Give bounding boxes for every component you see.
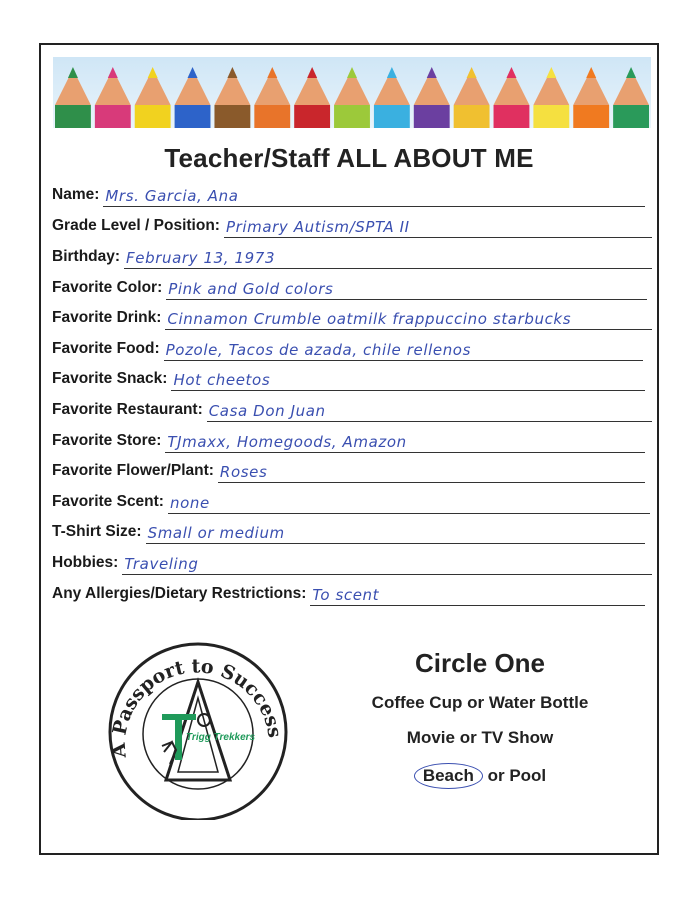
field-row xyxy=(52,429,645,453)
pencil-tip xyxy=(546,67,556,78)
circle-one-section xyxy=(340,648,620,804)
pencil-body xyxy=(374,105,410,128)
page-title: Teacher/Staff ALL ABOUT ME xyxy=(164,143,534,173)
pencil-tip xyxy=(467,67,477,78)
pencil-tip xyxy=(347,67,357,78)
choice-b[interactable]: Water Bottle xyxy=(488,693,589,712)
or-text: or xyxy=(467,693,485,712)
pencil-body xyxy=(494,105,530,128)
field-row xyxy=(52,520,645,544)
field-value: Roses xyxy=(219,463,268,481)
field-value: February 13, 1973 xyxy=(126,249,276,267)
circle-one-options xyxy=(340,693,620,789)
field-line[interactable] xyxy=(171,368,645,391)
field-label: Favorite Flower/Plant: xyxy=(52,462,214,479)
pencil-tip xyxy=(68,67,78,78)
field-value: Primary Autism/SPTA II xyxy=(225,218,410,236)
field-value: none xyxy=(169,494,210,512)
pencil-tip xyxy=(626,67,636,78)
field-label: Name: xyxy=(52,186,100,203)
pencil-body xyxy=(454,105,490,128)
field-line[interactable] xyxy=(103,184,645,207)
field-row xyxy=(52,490,650,514)
field-value: Pozole, Tacos de azada, chile rellenos xyxy=(165,341,472,359)
pencil-body xyxy=(55,105,91,128)
field-row xyxy=(52,459,645,483)
circle-one-option xyxy=(340,763,620,789)
pencil-body xyxy=(613,105,649,128)
field-line[interactable] xyxy=(124,246,652,269)
pencil-tip xyxy=(148,67,158,78)
or-text: or xyxy=(459,728,477,747)
field-label: Hobbies: xyxy=(52,554,119,571)
field-label: Favorite Food: xyxy=(52,340,160,357)
choice-a[interactable]: Movie xyxy=(406,728,455,747)
field-label: Favorite Color: xyxy=(52,279,163,296)
field-row xyxy=(52,245,652,269)
pencil-tip xyxy=(227,67,237,78)
pencil-banner-art xyxy=(53,57,651,128)
field-line[interactable] xyxy=(165,430,645,453)
pencil-body xyxy=(135,105,171,128)
field-label: Grade Level / Position: xyxy=(52,217,220,234)
field-row xyxy=(52,398,652,422)
pencil-body xyxy=(573,105,609,128)
or-text: or xyxy=(487,766,505,785)
field-row xyxy=(52,276,647,300)
field-line[interactable] xyxy=(146,521,645,544)
field-value: Casa Don Juan xyxy=(208,402,326,420)
field-label: Favorite Drink: xyxy=(52,309,162,326)
field-line[interactable] xyxy=(310,583,645,606)
field-value: Cinnamon Crumble oatmilk frappuccino starbucks xyxy=(167,310,572,328)
circle-one-option xyxy=(340,728,620,748)
field-value: Small or medium xyxy=(147,524,285,542)
pencil-tip xyxy=(307,67,317,78)
field-row xyxy=(52,183,645,207)
field-label: Favorite Snack: xyxy=(52,370,168,387)
choice-a[interactable]: Beach xyxy=(414,763,483,789)
choice-b[interactable]: Pool xyxy=(509,766,547,785)
passport-to-success-logo xyxy=(98,640,298,820)
pencil-tip xyxy=(108,67,118,78)
field-value: To scent xyxy=(312,586,380,604)
logo-inner-text: Trigg Trekkers xyxy=(186,732,256,743)
field-value: Mrs. Garcia, Ana xyxy=(105,187,239,205)
pencil-body xyxy=(214,105,250,128)
pencil-body xyxy=(294,105,330,128)
field-row xyxy=(52,582,645,606)
choice-a[interactable]: Coffee Cup xyxy=(371,693,463,712)
pencil-body xyxy=(95,105,131,128)
field-label: Favorite Scent: xyxy=(52,493,164,510)
field-label: Favorite Store: xyxy=(52,432,162,449)
field-row xyxy=(52,337,643,361)
field-line[interactable] xyxy=(218,460,645,483)
field-line[interactable] xyxy=(224,215,652,238)
circle-one-option xyxy=(340,693,620,713)
field-value: TJmaxx, Homegoods, Amazon xyxy=(167,433,407,451)
pencil-tip xyxy=(267,67,277,78)
choice-b[interactable]: TV Show xyxy=(481,728,554,747)
field-line[interactable] xyxy=(122,552,652,575)
pencil-body xyxy=(334,105,370,128)
pencil-body xyxy=(533,105,569,128)
pencil-body xyxy=(175,105,211,128)
field-value: Traveling xyxy=(124,555,199,573)
pencil-body xyxy=(254,105,290,128)
field-line[interactable] xyxy=(166,277,647,300)
field-line[interactable] xyxy=(164,338,643,361)
field-line[interactable] xyxy=(168,491,650,514)
pencil-body xyxy=(414,105,450,128)
field-label: Any Allergies/Dietary Restrictions: xyxy=(52,585,307,602)
circle-one-title: Circle One xyxy=(414,648,546,678)
pencil-banner xyxy=(53,57,651,128)
pencil-tip xyxy=(506,67,516,78)
field-row xyxy=(52,551,652,575)
pencil-tip xyxy=(586,67,596,78)
pencil-tip xyxy=(387,67,397,78)
field-line[interactable] xyxy=(165,307,652,330)
field-value: Pink and Gold colors xyxy=(168,280,334,298)
field-line[interactable] xyxy=(207,399,652,422)
field-row xyxy=(52,367,645,391)
pencil-tip xyxy=(188,67,198,78)
field-row xyxy=(52,214,652,238)
logo-ring-text: A Passport to Success xyxy=(107,655,286,759)
pencil-tip xyxy=(427,67,437,78)
field-label: T-Shirt Size: xyxy=(52,523,142,540)
field-label: Birthday: xyxy=(52,248,121,265)
field-label: Favorite Restaurant: xyxy=(52,401,203,418)
field-value: Hot cheetos xyxy=(173,371,271,389)
field-row xyxy=(52,306,652,330)
